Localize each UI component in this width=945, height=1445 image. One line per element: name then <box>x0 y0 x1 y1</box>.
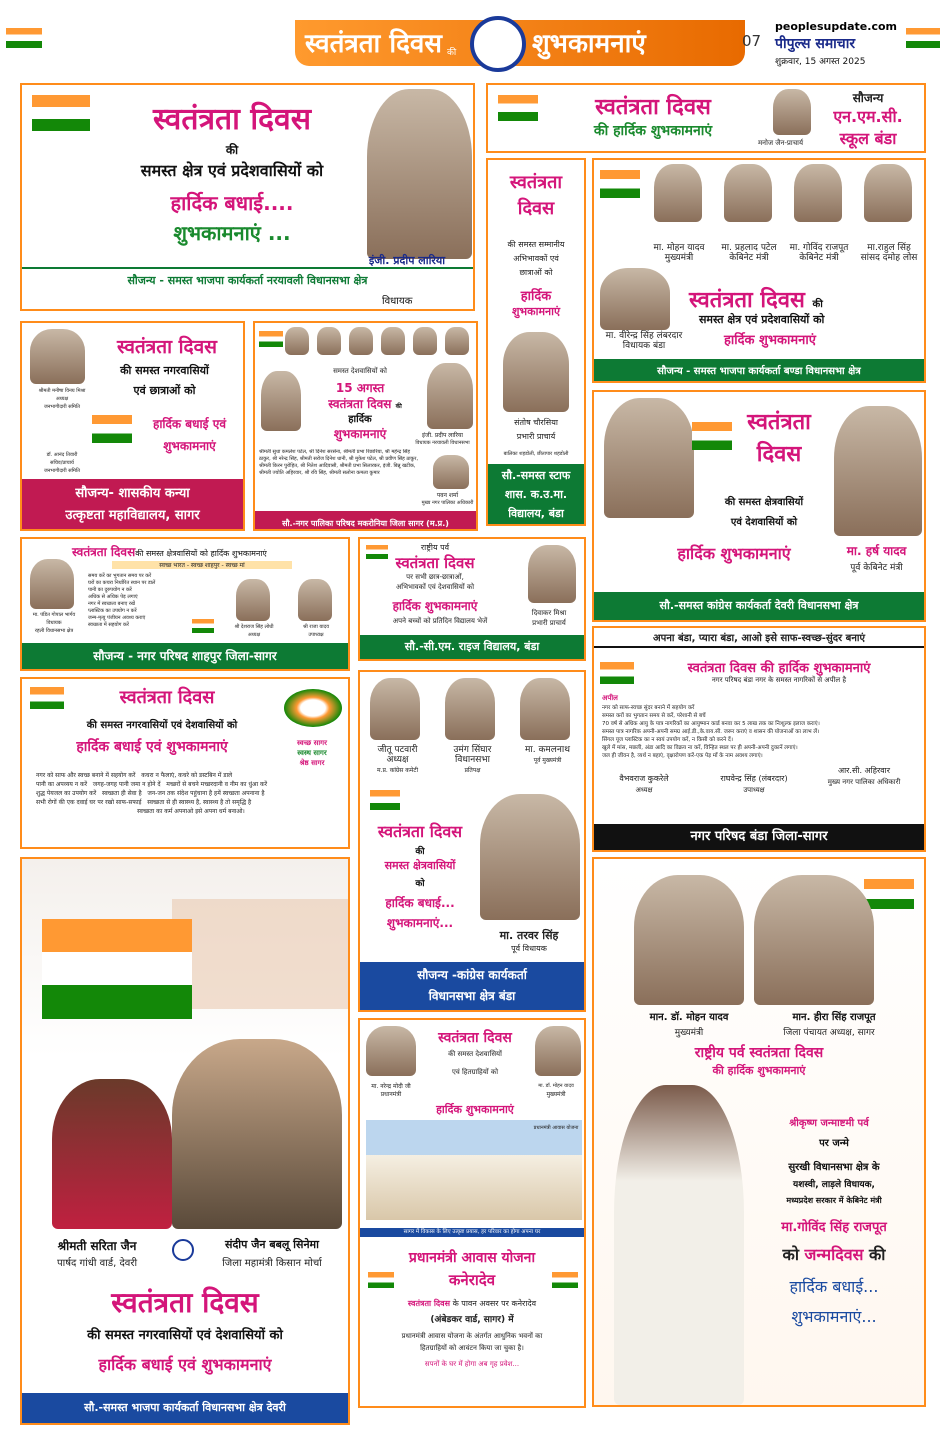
ad-cm-rise-school <box>358 537 586 661</box>
ad10-appeal: नगर परिषद बंडा नगर के समस्त नागरिकों से अपील है <box>711 676 847 684</box>
flag-icon <box>192 619 214 633</box>
ad1-role: विधायक <box>382 296 413 307</box>
ad1-line3: हार्दिक बधाई.... <box>170 191 294 215</box>
leader-photo <box>298 579 332 621</box>
ad12-p3r: पूर्व मुख्यमंत्री <box>533 757 562 764</box>
ad8-p3r: उपाध्यक्ष <box>308 632 324 638</box>
ad14-h2: कनेरादेव <box>448 1271 496 1289</box>
ad12-p1r: अध्यक्ष <box>386 755 409 765</box>
ad2-sponsor1: सौजन्य <box>852 91 884 105</box>
leader-photo <box>654 164 702 222</box>
ad15-line9-11: को जन्मदिवस की <box>782 1245 886 1264</box>
flag-icon <box>259 331 283 347</box>
ad1-line1: की <box>225 143 239 157</box>
leader-photo <box>30 559 74 609</box>
ad3-line4: हार्दिक <box>520 289 552 304</box>
ad6-p1r: विधायक नरयावली विधानसभा <box>415 440 470 446</box>
ad4-p1: मा. मोहन यादव <box>653 243 705 253</box>
ad13-r2: जिला महामंत्री किसान मोर्चा <box>222 1258 322 1269</box>
flag-icon <box>92 415 132 443</box>
leader-photo <box>172 1039 342 1229</box>
ad12-line1: की <box>415 847 425 857</box>
flag-icon <box>552 1272 578 1288</box>
ad8-slogan: स्वच्छ भारत - स्वच्छ शाहपुर - स्वच्छ मां <box>112 561 292 569</box>
header-title-right: शुभकामनाएं <box>532 29 646 59</box>
ad12-line2: समस्त क्षेत्रवासियों <box>384 859 456 872</box>
ad14-line1: की समस्त देशवासियों <box>448 1050 502 1058</box>
ad15-line5: सुरखी विधानसभा क्षेत्र के <box>788 1162 880 1173</box>
leader-photo <box>864 164 912 222</box>
ad9-title: स्वतंत्रता दिवस <box>395 554 475 572</box>
leader-photo <box>413 327 437 355</box>
ad14-line5: (अंबेडकर वार्ड, सागर) में <box>430 1315 514 1325</box>
ad3-role: प्रभारी प्राचार्य <box>516 432 556 441</box>
ad11-s2: स्वस्थ सागर <box>297 749 327 757</box>
leader-photo <box>236 579 270 621</box>
ad6-p2: पवन शर्मा <box>436 492 459 499</box>
ad3-title1: स्वतंत्रता <box>509 172 563 193</box>
ad15-line4: पर जन्मे <box>819 1138 849 1149</box>
ad15-line8: मा.गोविंद सिंह राजपूत <box>781 1220 887 1235</box>
ad5-line2: एवं छात्राओं को <box>133 384 196 397</box>
ad9-line0: राष्ट्रीय पर्व <box>420 543 450 552</box>
ad15-line1: राष्ट्रीय पर्व स्वतंत्रता दिवस <box>694 1045 824 1061</box>
ad4-line2: हार्दिक शुभकामनाएं <box>724 333 816 348</box>
person-photo <box>773 89 811 135</box>
ad14-p2r: मुख्यमंत्री <box>546 1091 566 1098</box>
ad9-line1: पर सभी छात्र-छात्राओं, <box>406 573 464 581</box>
ad1-line4: शुभकामनाएं ... <box>173 221 291 245</box>
leader-photo <box>367 89 472 259</box>
ad10-title: स्वतंत्रता दिवस की हार्दिक शुभकामनाएं <box>687 661 871 676</box>
leader-photo <box>520 678 570 740</box>
ad12-p2: उमंग सिंघार <box>453 745 492 755</box>
ad12-title: स्वतंत्रता दिवस <box>377 822 463 841</box>
leader-photo <box>261 371 301 431</box>
ad13-n1: श्रीमती सरिता जैन <box>57 1239 137 1253</box>
ad12-line3: को <box>415 879 425 889</box>
ad12-p1: जीतू पटवारी <box>377 745 418 755</box>
leader-photo <box>724 164 772 222</box>
ashoka-chakra-icon <box>470 16 526 72</box>
ad8-p1: मा. पंडित गोपाल भार्गव <box>32 612 76 618</box>
ad14-line3: हार्दिक शुभकामनाएं <box>436 1103 514 1116</box>
ad7-title1: स्वतंत्रता <box>747 410 811 435</box>
header-title-mid: की <box>447 48 457 58</box>
leader-photo <box>370 678 420 740</box>
leader-photo <box>614 1085 744 1405</box>
ad3-line3: छात्राओं को <box>519 268 553 277</box>
flag-icon <box>864 879 914 909</box>
ad3-name: संतोष चौरसिया <box>514 418 558 427</box>
ad5-footer: सौजन्य- शासकीय कन्या उत्कृष्टता महाविद्यालय, सागर <box>22 479 243 529</box>
ad4-p3: मा. गोविंद राजपूत <box>789 243 849 253</box>
ad15-p2r: जिला पंचायत अध्यक्ष, सागर <box>783 1028 875 1038</box>
ad11-bullets: नगर को साफ और स्वच्छ बनाने में सहयोग करें कचरा न फैलाएं, कचरे को डस्टबिन में डाले पानी का अपव्यय न करें जगह-जगह पानी जमा न होने दें मच्छरों से बचने मच्छरदानी व नीम का धुंआ करें शुद्ध पेयजल का उपयोग करें स्वच्छता ही सेवा है जन-जन तक संदेश पहुंचाना है हमें स्वच्छता अपनाना है सभी रोगों की एक दवाई घर पर रखो साफ-सफाई स्वच्छता से ही स्वास्थ्य है, स्वास्थ्य है तो समृद्धि है स्वच्छता का कर्म अपनाओ इसे अपना धर्म बनाओ। <box>36 772 268 815</box>
ad4-title: स्वतंत्रता दिवस की <box>689 288 823 313</box>
ad5-p2: डॉ. आनंद तिवारी <box>46 452 78 458</box>
leader-photo <box>52 1079 172 1229</box>
ad7-line2: एवं देशवासियों को <box>730 517 798 528</box>
ad4-p4: मा.राहुल सिंह <box>867 243 911 253</box>
ashoka-chakra-icon <box>172 1239 194 1261</box>
page-number: 07 <box>742 32 762 50</box>
flag-icon <box>370 790 400 810</box>
ad9-role: प्रभारी प्राचार्य <box>532 619 566 627</box>
ad13-r1: पार्षद गांधी वार्ड, देवरी <box>56 1258 138 1269</box>
ad9-line2: अभिभावकों एवं देशवासियों को <box>395 583 475 591</box>
red-fort-backdrop <box>172 899 350 1009</box>
ad12-role: पूर्व विधायक <box>511 944 547 953</box>
flag-icon <box>600 662 634 684</box>
ad6-p2r: मुख्य नगर पालिका अधिकारी <box>421 500 474 506</box>
ad14-line4: स्वतंत्रता दिवस के पावन अवसर पर कनेरादेव <box>407 1299 537 1308</box>
ad1-title: स्वतंत्रता दिवस <box>153 102 311 137</box>
ad13-n2: संदीप जैन बबलू सिनेमा <box>225 1238 319 1251</box>
ad4-p5: मा. वीरेन्द्र सिंह लंबरदार <box>605 331 683 341</box>
leader-photo <box>834 406 922 536</box>
ad15-p2: मान. हीरा सिंह राजपूत <box>792 1012 876 1023</box>
ad-makronia-council <box>253 321 478 531</box>
ad1-footer: सौजन्य - समस्त भाजपा कार्यकर्ता नरयावली विधानसभा क्षेत्र <box>22 267 473 291</box>
ad10-appeal-label: अपील <box>602 694 618 702</box>
flag-icon <box>600 170 640 198</box>
leader-photo <box>317 327 341 355</box>
ad10-p2r: उपाध्यक्ष <box>743 786 765 794</box>
ad14-line2: एवं हितग्राहियों को <box>451 1068 499 1076</box>
flag-icon <box>42 919 192 1019</box>
leader-photo <box>366 1026 416 1076</box>
ad-deori-congress <box>592 390 926 622</box>
ad4-r3: केबिनेट मंत्री <box>799 253 839 263</box>
leader-photo <box>480 794 580 920</box>
ad15-line12: हार्दिक बधाई... <box>789 1277 879 1296</box>
issue-date: शुक्रवार, 15 अगस्त 2025 <box>775 57 866 67</box>
leader-photo <box>349 327 373 355</box>
ad9-line3: हार्दिक शुभकामनाएं <box>392 599 478 613</box>
newspaper-name: पीपुल्स समाचार <box>775 36 856 52</box>
ad14-p1r: प्रधानमंत्री <box>380 1091 402 1098</box>
ad12-line5: शुभकामनाएं... <box>386 916 454 930</box>
person-photo <box>30 329 85 384</box>
ad11-s3: श्रेष्ठ सागर <box>299 759 325 767</box>
ad7-name: मा. हर्ष यादव <box>846 544 907 558</box>
ad10-bullets: नगर को साफ-स्वच्छ सुंदर बनाने में सहयोग करें समस्त करों का भुगतान समय से करें, परेशानी से बचें 70 वर्ष से अधिक आयु के पात्र नागरिकों का आयुष्मान कार्ड बनवा कर 5 लाख तक का निःशुल्क इलाज कराएं। समस्त पात्र नागरिक अपनी-अपनी समग्र आई.डी.,के.वाय.सी. जरूर कराएं व शासन की योजनाओं का लाभ लें। सिंगल यूज प्लास्टिक का न स्वयं उपयोग करें, न किसी को करने दें। खुले में मांस, मछली, अंडा आदि का विक्रय ना करें, विन्हित स्थल पर ही अपनी-अपनी दुकानें लगाएं। जल ही जीवन है, व्यर्थ न बहाएं, वृक्षारोपण करें-एक पेड़ माँ के नाम अवश्य लगाएं। <box>602 705 820 759</box>
ad6-names: श्रीमती सुधा कमलेश पटेल, श्री दिनेश सरसेना, श्रीमती प्रभा रिछारिया, श्री महेन्द्र सिंह ठाकुर, श्री नरेन्द्र सिंह, श्रीमती सरोज दिनेश धानी, श्री मुकेश पटेल, श्री प्रवीण सिंह ठाकुर, श्रीमती किरन पुरोहित, श्री नितेश आदिवासी, श्रीमती प्रभा सिलारकर, इंजी. बिन्नू खटीक, श्रीमती ज्योति अहिरवार, श्री रवि सिंह, श्रीमती सलोना कमला कुमार <box>259 449 419 476</box>
ad10-p2: राघवेन्द्र सिंह (लंबरदार) <box>720 774 788 783</box>
ad4-p2: मा. प्रहलाद पटेल <box>721 243 777 253</box>
ad15-line6: यशस्वी, लाड़ले विधायक, <box>793 1180 875 1190</box>
ad12-p2o: प्रतिपक्ष <box>464 767 481 774</box>
ad15-line2: की हार्दिक शुभकामनाएं <box>712 1064 806 1077</box>
ad4-r1: मुख्यमंत्री <box>664 253 694 263</box>
leader-photo <box>604 398 694 518</box>
ad2-subtitle: की हार्दिक शुभकामनाएं <box>593 123 713 139</box>
ad6-line3: स्वतंत्रता दिवस की <box>328 397 402 411</box>
ad13-line1: की समस्त नगरवासियों एवं देशवासियों को <box>87 1328 283 1343</box>
ad6-footer: सौ.-नगर पालिका परिषद मकरोनिया जिला सागर (म.प्र.) <box>255 511 476 529</box>
ad4-r5: विधायक बंडा <box>622 341 666 351</box>
ad3-line5: शुभकामनाएं <box>511 305 561 318</box>
ad14-strip: सागर में विकास के लिए उत्कृष्ट प्रयास, हर परिवार का होगा अपना घर <box>360 1228 584 1237</box>
ad11-line1: की समस्त नगरवासियों एवं देशवासियों को <box>86 720 238 731</box>
ad7-title2: दिवस <box>756 442 802 467</box>
ad6-line5: शुभकामनाएं <box>333 427 387 441</box>
ad10-top: अपना बंडा, प्यारा बंडा, आओ इसे साफ-स्वच्छ-सुंदर बनाएं <box>594 630 924 648</box>
ad14-p2: मा. डॉ. मोहन यादव <box>538 1083 574 1089</box>
ad3-footer: सौ.-समस्त स्टाफ शास. क.उ.मा. विद्यालय, बंडा <box>488 464 584 524</box>
housing-photo <box>366 1120 582 1220</box>
ad5-p1r: अध्यक्ष <box>55 396 69 402</box>
ad12-line4: हार्दिक बधाई... <box>385 896 455 910</box>
ad-shahpur-council <box>20 537 350 671</box>
ad-swachh-sagar <box>20 677 350 849</box>
ad1-line2: समस्त क्षेत्र एवं प्रदेशवासियों को <box>140 161 324 180</box>
ad4-footer: सौजन्य - समस्त भाजपा कार्यकर्ता बण्डा विधानसभा क्षेत्र <box>594 359 924 381</box>
ad15-line3: श्रीकृष्ण जन्माष्टमी पर्व <box>789 1118 869 1129</box>
ad5-p1o: जनभागीदारी समिति <box>43 404 81 410</box>
ad5-p1: श्रीमती मनीषा विनय मिश्रा <box>38 388 86 394</box>
ad14-line8: सपनों के घर में होगा अब गृह प्रवेश... <box>424 1360 520 1368</box>
ad15-p1r: मुख्यमंत्री <box>674 1028 704 1038</box>
ad7-role: पूर्व केबिनेट मंत्री <box>850 563 903 573</box>
ad-pm-awas <box>358 1018 586 1408</box>
leader-photo <box>794 164 842 222</box>
flag-icon <box>30 687 64 709</box>
corner-flag-icon <box>906 28 940 48</box>
ad14-logo: प्रधानमंत्री आवास योजना <box>533 1125 579 1131</box>
ad13-line2: हार्दिक बधाई एवं शुभकामनाएं <box>98 1355 272 1374</box>
ad3-line1: की समस्त सम्मानीय <box>507 240 565 249</box>
ad6-p1: इंजी. प्रदीप लारिया <box>422 432 463 439</box>
ad4-line1: समस्त क्षेत्र एवं प्रदेशवासियों को <box>699 313 825 326</box>
sagar-logo <box>284 689 342 727</box>
ad3-title2: दिवस <box>517 198 555 219</box>
ad5-title: स्वतंत्रता दिवस <box>116 336 218 358</box>
ad-govind-rajput <box>592 857 926 1407</box>
ad9-name: दिवाकर मिश्रा <box>531 609 567 617</box>
ad3-strip: बालिका शहडोली, छीतापार शहडोली <box>503 451 569 457</box>
ad8-p1r: विधायक <box>46 620 62 626</box>
ad8-p3: श्री राजा यादव <box>303 624 329 630</box>
officer-photo <box>433 455 469 489</box>
ad2-sponsor2: एन.एम.सी. <box>833 107 903 126</box>
ad-deori-bjp <box>20 857 350 1425</box>
ad6-line2: 15 अगस्त <box>335 381 385 395</box>
ad2-title: स्वतंत्रता दिवस <box>595 95 711 120</box>
ad5-line3: हार्दिक बधाई एवं <box>152 417 227 431</box>
ad-sagar-college <box>20 321 245 531</box>
ad-banda-bjp <box>592 158 926 383</box>
ad10-p1r: अध्यक्ष <box>635 786 653 794</box>
header-title-left: स्वतंत्रता दिवस <box>305 29 442 59</box>
ad4-r4: सांसद दमोह लोस <box>860 253 918 263</box>
ad12-footer: सौजन्य -कांग्रेस कार्यकर्ता विधानसभा क्षेत्र बंडा <box>360 962 584 1010</box>
leader-photo <box>634 875 744 1005</box>
ad8-title-row: स्वतंत्रता दिवसकी समस्त क्षेत्रवासियों को हार्दिक शुभकामनाएं <box>72 545 267 559</box>
ad15-line13: शुभकामनाएं... <box>791 1307 877 1326</box>
ad15-line7: मध्यप्रदेश सरकार में केबिनेट मंत्री <box>786 1196 882 1205</box>
ad14-line6: प्रधानमंत्री आवास योजना के अंतर्गत आधुनिक भवनों का <box>401 1332 543 1340</box>
ad12-p3: मा. कमलनाथ <box>525 745 570 755</box>
ad15-p1: मान. डॉ. मोहन यादव <box>649 1012 729 1023</box>
site-url[interactable]: peoplesupdate.com <box>775 20 897 33</box>
ad-narayavali-bjp <box>20 83 475 311</box>
ad8-p2: श्री देशराज सिंह लोधी <box>234 624 274 630</box>
ad14-line7: हितग्राहियों को आवंटन किया जा चुका है। <box>420 1344 524 1352</box>
ad7-footer: सौ.-समस्त कांग्रेस कार्यकर्ता देवरी विधानसभा क्षेत्र <box>594 592 924 620</box>
principal-photo <box>528 545 576 603</box>
ad6-line1: समस्त देशवासियों को <box>333 367 387 375</box>
leader-photo <box>600 268 670 330</box>
ad14-h1: प्रधानमंत्री आवास योजना <box>408 1250 536 1266</box>
ad13-footer: सौ.-समस्त भाजपा कार्यकर्ता विधानसभा क्षेत्र देवरी <box>22 1393 348 1423</box>
ad14-p1: मा. नरेन्द्र मोदी जी <box>371 1083 411 1090</box>
ad9-line4: अपने बच्चों को प्रतिदिन विद्यालय भेजें <box>392 617 488 625</box>
ad3-line2: अभिभावकों एवं <box>513 254 559 263</box>
leader-photo <box>445 327 469 355</box>
flag-icon <box>32 95 90 131</box>
flag-icon <box>498 95 538 121</box>
ad-banda-school <box>486 158 586 526</box>
ad8-p2r: अध्यक्ष <box>247 632 261 638</box>
leader-photo <box>285 327 309 355</box>
leader-photo <box>535 1026 581 1076</box>
ad10-p3: आर.सी. अहिरवार <box>837 766 891 775</box>
principal-photo <box>503 332 569 412</box>
ad-nmc-school <box>486 83 926 153</box>
leader-photo <box>381 327 405 355</box>
ad12-p2r: विधानसभा <box>455 755 490 765</box>
ad5-line1: की समस्त नगरवासियों <box>120 364 209 377</box>
ad10-p3r: मुख्य नगर पालिका अधिकारी <box>827 778 901 786</box>
ad7-line3: हार्दिक शुभकामनाएं <box>677 544 791 563</box>
leader-photo <box>754 875 874 1005</box>
ad5-p2o: जनभागीदारी समिति <box>43 468 81 474</box>
ad14-title: स्वतंत्रता दिवस <box>438 1030 512 1046</box>
ad10-p1: वैभवराज कुकरेले <box>619 774 669 783</box>
leader-photo <box>427 363 473 429</box>
ad12-name: मा. तरवर सिंह <box>499 929 559 942</box>
ad-banda-congress <box>358 670 586 1012</box>
page-header <box>0 0 945 70</box>
leader-photo <box>445 678 495 740</box>
corner-flag-icon <box>6 28 42 48</box>
ad5-line4: शुभकामनाएं <box>163 439 216 453</box>
ad8-p1o: रहली विधानसभा क्षेत्र <box>34 628 74 634</box>
ad2-person: मनोज जैन-प्राचार्य <box>758 139 804 147</box>
ad7-line1: की समस्त क्षेत्रवासियों <box>724 497 804 508</box>
ad6-line4: हार्दिक <box>348 414 372 425</box>
ad8-footer: सौजन्य - नगर परिषद शाहपुर जिला-सागर <box>22 643 348 669</box>
ad2-sponsor3: स्कूल बंडा <box>839 129 897 148</box>
ad13-title: स्वतंत्रता दिवस <box>111 1286 259 1319</box>
ad10-footer: नगर परिषद बंडा जिला-सागर <box>594 824 924 850</box>
ad1-name: इंजी. प्रदीप लारिया <box>368 254 446 267</box>
ad11-line2: हार्दिक बधाई एवं शुभकामनाएं <box>76 739 228 755</box>
ad4-r2: केबिनेट मंत्री <box>729 253 769 263</box>
ad11-s1: स्वच्छ सागर <box>297 739 327 747</box>
ad11-title: स्वतंत्रता दिवस <box>119 687 215 708</box>
ad5-p2r: सचिव/प्राचार्य <box>50 460 74 466</box>
ad8-bullets: समय करें का भुगतान समय पर करें घरों का कचरा निर्धारित स्थान पर डालें पानी का दुरुपयोग न करें अधिक से अधिक पेड़ लगाएं नगर में स्वच्छता बनाए रखें प्लास्टिक का उपयोग न करें जन्म-मृत्यु पंजीयन अवश्य कराएं स्वच्छता में सहयोग करें <box>88 573 156 628</box>
ad12-p1o: म.प्र. कांग्रेस कमेटी <box>376 767 418 774</box>
ad-banda-council <box>592 626 926 852</box>
ad9-footer: सौ.-सी.एम. राइज विद्यालय, बंडा <box>360 635 584 659</box>
